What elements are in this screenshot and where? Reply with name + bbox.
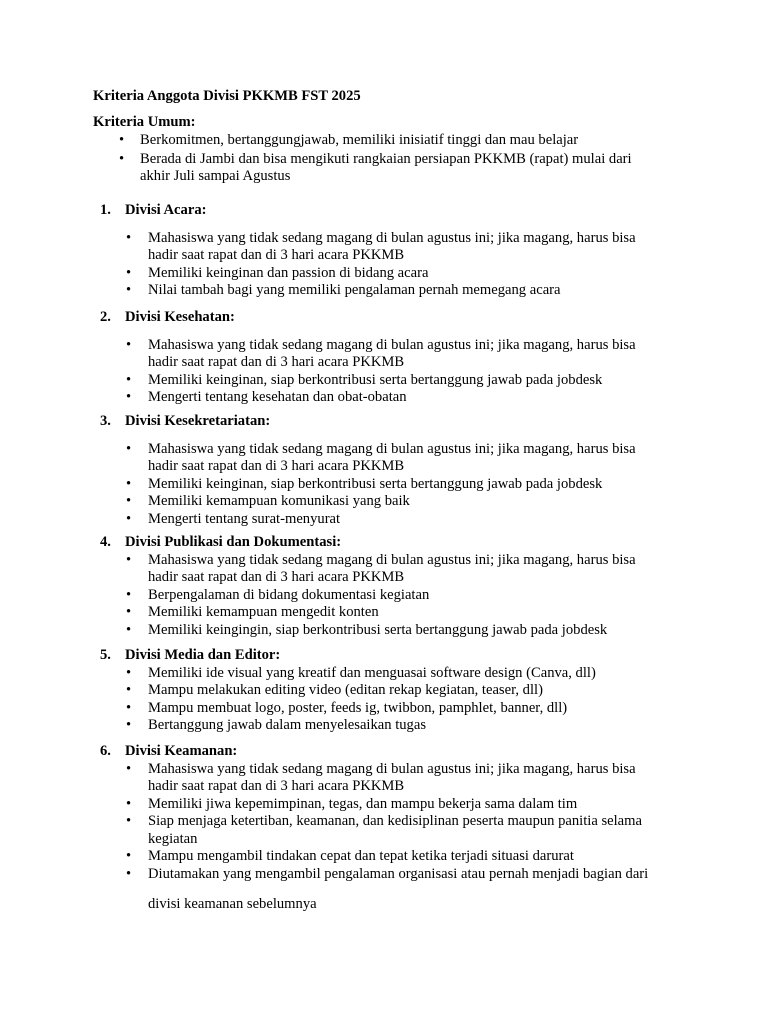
list-item (100, 604, 658, 622)
division-heading (100, 413, 700, 431)
list-item (100, 282, 658, 300)
list-item-text: Mahasiswa yang tidak sedang magang di bulan agustus ini; jika magang, harus bisa hadir saat rapat dan di 3 hari acara PKKMB (148, 551, 636, 585)
list-item (100, 389, 658, 407)
list-item (100, 493, 658, 511)
list-item-text: Memiliki keinginan, siap berkontribusi serta bertanggung jawab pada jobdesk (148, 371, 603, 388)
list-item-text: Nilai tambah bagi yang memiliki pengalaman pernah memegang acara (148, 282, 561, 298)
division-number: 6. (100, 743, 111, 759)
list-item-text: Berpengalaman di bidang dokumentasi kegiatan (148, 586, 430, 603)
list-item (100, 587, 658, 605)
division-name: Divisi Publikasi dan Dokumentasi: (125, 534, 342, 550)
division-publikasi-dokumentasi (100, 534, 700, 639)
list-item (100, 682, 658, 700)
list-item-text: Mahasiswa yang tidak sedang magang di bulan agustus ini; jika magang, harus bisa hadir saat rapat dan di 3 hari acara PKKMB (148, 760, 636, 794)
list-item-text: Memiliki kemampuan mengedit konten (148, 604, 379, 620)
division-media-editor (100, 647, 700, 735)
division-kesehatan (100, 309, 700, 407)
bullet-icon: • (126, 813, 132, 829)
list-item-text: Mahasiswa yang tidak sedang magang di bulan agustus ini; jika magang, harus bisa hadir saat rapat dan di 3 hari acara PKKMB (148, 336, 636, 370)
division-heading (100, 647, 700, 665)
list-item (100, 717, 658, 735)
division-criteria-list (100, 761, 700, 914)
division-number: 3. (100, 413, 111, 429)
division-name: Divisi Acara: (125, 202, 207, 218)
list-item (100, 700, 658, 718)
division-number: 5. (100, 647, 111, 663)
division-heading (100, 309, 700, 327)
division-number: 4. (100, 534, 111, 550)
bullet-icon: • (126, 264, 132, 281)
list-item-text: Bertanggung jawab dalam menyelesaikan tugas (148, 717, 427, 733)
division-name: Divisi Keamanan: (125, 743, 238, 759)
bullet-icon: • (126, 586, 132, 603)
list-item-text: Mampu mengambil tindakan cepat dan tepat ketika terjadi situasi darurat (148, 848, 574, 864)
division-keamanan (100, 743, 700, 914)
list-item (100, 511, 658, 529)
division-number: 2. (100, 309, 111, 325)
bullet-icon: • (126, 229, 132, 246)
list-item (100, 372, 658, 390)
list-item-text: Mengerti tentang kesehatan dan obat-obatan (148, 389, 407, 405)
division-kesekretariatan (100, 413, 700, 528)
division-heading (100, 534, 700, 552)
bullet-icon: • (126, 604, 132, 620)
list-item-text: Berkomitmen, bertanggungjawab, memiliki inisiatif tinggi dan mau belajar (140, 132, 579, 148)
division-criteria-list (100, 665, 700, 735)
bullet-icon: • (126, 371, 132, 388)
list-item-text: Mahasiswa yang tidak sedang magang di bulan agustus ini; jika magang, harus bisa hadir saat rapat dan di 3 hari acara PKKMB (148, 229, 636, 263)
list-item (100, 337, 658, 372)
list-item (100, 848, 658, 866)
list-item (100, 441, 658, 476)
bullet-icon: • (126, 664, 132, 681)
list-item (100, 813, 658, 848)
list-item (100, 230, 658, 265)
list-item-text: Mengerti tentang surat-menyurat (148, 510, 341, 527)
division-name: Divisi Media dan Editor: (125, 647, 281, 663)
list-item-continuation: divisi keamanan sebelumnya (148, 896, 317, 912)
general-criteria-list (93, 132, 693, 187)
division-name: Divisi Kesekretariatan: (125, 413, 271, 429)
division-criteria-list (100, 441, 700, 529)
bullet-icon: • (126, 760, 132, 777)
bullet-icon: • (126, 510, 132, 527)
division-criteria-list (100, 337, 700, 407)
list-item-text: Memiliki jiwa kepemimpinan, tegas, dan mampu bekerja sama dalam tim (148, 795, 578, 812)
division-number: 1. (100, 202, 111, 218)
list-item-text: Memiliki kemampuan komunikasi yang baik (148, 493, 410, 509)
list-item (100, 476, 658, 494)
bullet-icon: • (126, 795, 132, 812)
list-item-text: Memiliki keingingin, siap berkontribusi serta bertanggung jawab pada jobdesk (148, 621, 608, 638)
division-heading (100, 202, 700, 220)
document-title: Kriteria Anggota Divisi PKKMB FST 2025 (93, 88, 361, 104)
list-item-text: Mahasiswa yang tidak sedang magang di bulan agustus ini; jika magang, harus bisa hadir saat rapat dan di 3 hari acara PKKMB (148, 440, 636, 474)
bullet-icon: • (126, 440, 132, 457)
bullet-icon: • (126, 493, 132, 509)
bullet-icon: • (119, 132, 125, 148)
division-name: Divisi Kesehatan: (125, 309, 235, 325)
bullet-icon: • (126, 865, 132, 882)
general-criteria-heading: Kriteria Umum: (93, 114, 196, 130)
division-criteria-list (100, 552, 700, 640)
list-item (100, 552, 658, 587)
list-item-text: Mampu melakukan editing video (editan rekap kegiatan, teaser, dll) (148, 682, 543, 698)
list-item-text: Memiliki keinginan, siap berkontribusi serta bertanggung jawab pada jobdesk (148, 475, 603, 492)
list-item-text: Berada di Jambi dan bisa mengikuti rangkaian persiapan PKKMB (rapat) mulai dari akhir Juli sampai Agustus (140, 150, 632, 184)
bullet-icon: • (126, 717, 132, 733)
bullet-icon: • (126, 389, 132, 405)
bullet-icon: • (126, 699, 132, 716)
bullet-icon: • (126, 336, 132, 353)
list-item (100, 622, 658, 640)
division-acara (100, 202, 700, 300)
list-item (93, 132, 693, 150)
list-item-text: Siap menjaga ketertiban, keamanan, dan kedisiplinan peserta maupun panitia selama kegiatan (148, 813, 642, 847)
list-item (93, 151, 663, 186)
bullet-icon: • (119, 150, 125, 167)
list-item-text: Memiliki keinginan dan passion di bidang acara (148, 264, 429, 281)
list-item (100, 761, 658, 796)
bullet-icon: • (126, 848, 132, 864)
bullet-icon: • (126, 551, 132, 568)
division-criteria-list (100, 230, 700, 300)
bullet-icon: • (126, 621, 132, 638)
list-item (100, 665, 658, 683)
list-item-text: Mampu membuat logo, poster, feeds ig, twibbon, pamphlet, banner, dll) (148, 699, 568, 716)
list-item (100, 265, 658, 283)
list-item-text: Memiliki ide visual yang kreatif dan menguasai software design (Canva, dll) (148, 664, 596, 681)
list-item (100, 796, 658, 814)
bullet-icon: • (126, 682, 132, 698)
list-item (100, 866, 688, 914)
division-heading (100, 743, 700, 761)
bullet-icon: • (126, 282, 132, 298)
list-item-text: Diutamakan yang mengambil pengalaman organisasi atau pernah menjadi bagian dari (148, 865, 649, 882)
bullet-icon: • (126, 475, 132, 492)
